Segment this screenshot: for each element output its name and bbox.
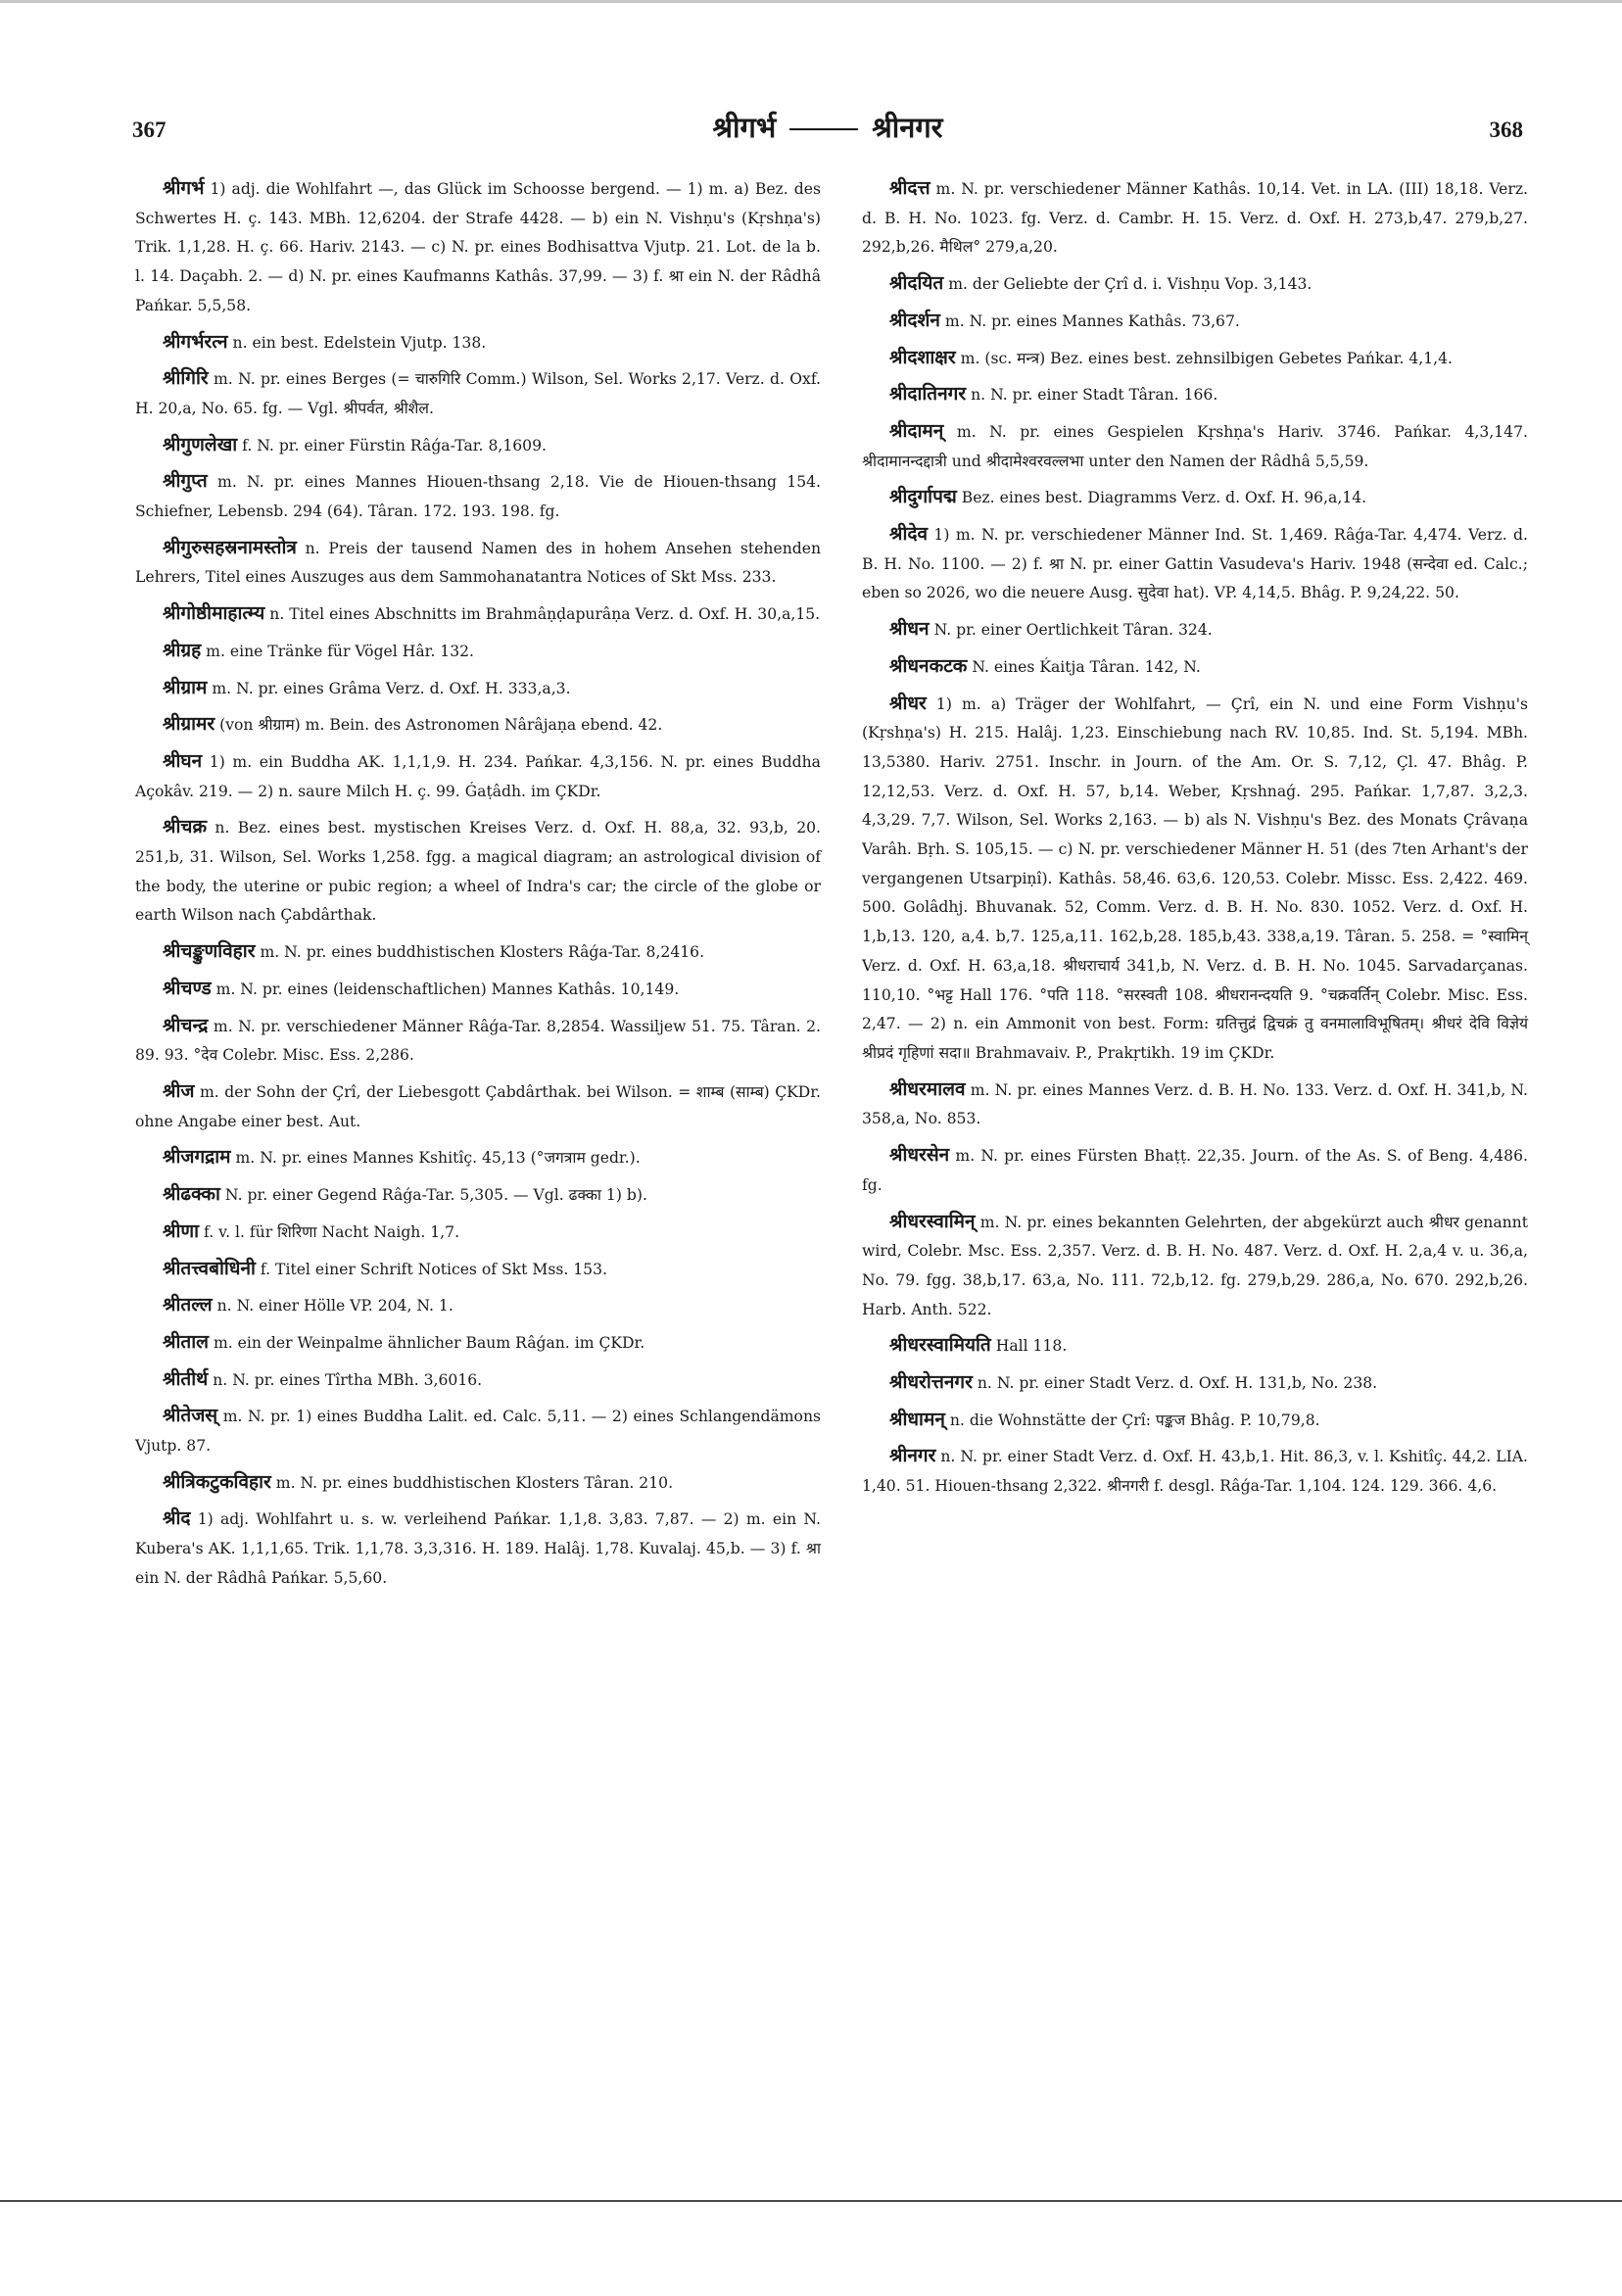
dictionary-entry — [862, 380, 1528, 410]
entry-headword: श्रीधनकटक — [889, 654, 968, 677]
dictionary-entry — [135, 1505, 821, 1593]
entry-definition: m. N. pr. eines buddhistischen Klosters Râǵa-Tar. 8,2416. — [260, 943, 705, 962]
entry-definition: m. N. pr. eines (leidenschaftlichen) Mannes Kathâs. 10,149. — [215, 980, 680, 998]
entry-definition: Bez. eines best. Diagramms Verz. d. Oxf. H. 96,a,14. — [961, 489, 1367, 507]
entry-definition: n. Bez. eines best. mystischen Kreises Verz. d. Oxf. H. 88,a, 32. 93,b, 20. 251,b, 31. Wilson, Sel. Works 1,258. fgg. a magical diagram; an astrological division of the body, the uterine or pubic region; a wheel of Indra's car; the circle of the globe or earth Wilson nach Çabdârthak. — [135, 819, 821, 925]
entry-headword: श्रीग्रामर — [163, 713, 215, 736]
entry-definition: 1) adj. Wohlfahrt u. s. w. verleihend Pańkar. 1,1,8. 3,83. 7,87. — 2) m. ein N. Kubera's AK. 1,1,1,65. Trik. 1,1,78. 3,3,316. H. 189. Halâj. 1,78. Kuvalaj. 45,b. — 3) f. श्रा ein N. der Râdhâ Pańkar. 5,5,60. — [135, 1510, 821, 1587]
entry-definition: n. N. pr. eines Tîrtha MBh. 3,6016. — [213, 1370, 483, 1389]
dictionary-entry — [862, 615, 1528, 646]
entry-definition: m. N. pr. verschiedener Männer Râǵa-Tar. 8,2854. Wassiljew 51. 75. Târan. 2. 89. 93. °देव Colebr. Misc. Ess. 2,286. — [135, 1017, 821, 1065]
entry-headword: श्रीधामन् — [889, 1408, 945, 1430]
dictionary-entry — [135, 674, 821, 704]
entry-headword: श्रीघन — [163, 749, 203, 772]
entry-headword: श्रीगर्भरत्न — [163, 330, 228, 353]
dictionary-entry — [135, 937, 821, 968]
dictionary-entry — [135, 599, 821, 630]
entry-headword: श्रीचन्द्र — [163, 1014, 209, 1036]
entry-headword: श्रीदुर्गापद्म — [889, 486, 957, 508]
entry-headword: श्रीधर — [889, 692, 927, 714]
dictionary-entry — [862, 1331, 1528, 1362]
dictionary-entry — [135, 1365, 821, 1396]
entry-headword: श्रीणा — [163, 1220, 200, 1242]
dictionary-entry — [135, 1012, 821, 1071]
entry-headword: श्रीतीर्थ — [163, 1367, 209, 1390]
entry-headword: श्रीधरस्वामियति — [889, 1334, 991, 1357]
top-rule — [0, 0, 1622, 14]
entry-definition: n. Preis der tausend Namen des in hohem Ansehen stehenden Lehrers, Titel eines Auszuges aus dem Sammohanatantra Notices of Skt Mss. 233. — [135, 539, 821, 587]
dictionary-entry — [135, 1402, 821, 1460]
running-title-start: श्रीगर्भ — [712, 111, 777, 144]
entry-definition: n. N. pr. einer Stadt Verz. d. Oxf. H. 43,b,1. Hit. 86,3, v. l. Kshitîç. 44,2. LIA. 1,40. 51. Hiouen-thsang 2,322. श्रीनगरी f. desgl. Râǵa-Tar. 1,104. 124. 129. 366. 4,6. — [862, 1448, 1528, 1496]
dictionary-entry — [862, 1141, 1528, 1200]
dictionary-entry — [135, 431, 821, 461]
entry-definition: N. eines Ḱaitja Târan. 142, N. — [972, 657, 1201, 676]
entry-definition: n. N. pr. einer Stadt Târan. 166. — [971, 386, 1218, 405]
entry-headword: श्रीदेव — [889, 523, 929, 546]
dictionary-entry — [862, 344, 1528, 374]
entry-headword: श्रीचङ्कुणविहार — [163, 940, 256, 963]
dictionary-entry — [862, 1368, 1528, 1399]
running-title-end: श्रीनगर — [872, 111, 943, 144]
entry-headword: श्रीग्राम — [163, 676, 208, 698]
entry-headword: श्रीजगद्राम — [163, 1146, 231, 1169]
dictionary-entry — [135, 364, 821, 423]
entry-definition: 1) m. ein Buddha AK. 1,1,1,9. H. 234. Pańkar. 4,3,156. N. pr. eines Buddha Açokâv. 219. — 2) n. saure Milch H. ç. 99. Ǵaṭâdh. im ÇKDr. — [135, 752, 821, 800]
entry-headword: श्रीदातिनगर — [889, 383, 967, 406]
dictionary-entry — [862, 1442, 1528, 1501]
dictionary-entry — [135, 637, 821, 667]
entry-headword: श्रीढक्का — [163, 1183, 220, 1206]
dictionary-entry — [135, 328, 821, 359]
entry-definition: f. v. l. für शिरिणा Nacht Naigh. 1,7. — [204, 1222, 460, 1241]
entry-definition: 1) m. a) Träger der Wohlfahrt, — Çrî, ein N. und eine Form Vishṇu's (Kṛshṇa's) H. 215. Halâj. 1,23. Einschiebung nach RV. 10,85. Ind. St. 5,194. MBh. 13,5380. Hariv. 2751. Inschr. in Journ. of the Am. Or. S. 7,12, Çl. 47. Bhâg. P. 12,12,53. Verz. d. Oxf. H. 57, b,14. Weber, Kṛshnaǵ. 295. Pańkar. 1,7,87. 3,2,3. 4,3,29. 7,7. Wilson, Sel. Works 2,163. — b) als N. Vishṇu's Bez. des Monats Çrâvaṇa Varâh. Bṛh. S. 105,15. — c) N. pr. verschiedener Männer H. 51 (des 7ten Arhant's der vergangenen Utsarpiṇî). Kathâs. 58,46. 63,6. 120,53. Colebr. Missc. Ess. 2,422. 469. 500. Golâdhj. Bhuvanak. 52, Comm. Verz. d. B. H. No. 830. 1052. Verz. d. Oxf. H. 1,b,13. 120, a,4. b,7. 125,a,11. 162,b,28. 185,b,43. 338,a,19. Târan. 5. 258. = °स्वामिन् Verz. d. Oxf. H. 63,a,18. श्रीधराचार्य 341,b, N. Verz. d. B. H. No. 1045. Sarvadarçanas. 110,10. °भट्ट Hall 176. °पति 118. °सरस्वती 108. श्रीधरानन्दयति 9. °चक्रवर्तिन् Colebr. Misc. Ess. 2,47. — 2) n. ein Ammonit von best. Form: ग्रतित्तुद्रं द्विचक्रं तु वनमालाविभूषितम्। श्रीधरं देवि विज्ञेयं श्रीप्रदं गृहिणां सदा॥ Brahmavaiv. P., Prakṛtikh. 19 im ÇKDr. — [862, 694, 1528, 1062]
dictionary-entry — [862, 1406, 1528, 1436]
entry-definition: m. N. pr. eines Mannes Verz. d. B. H. No. 133. Verz. d. Oxf. H. 341,b, N. 358,a, No. 853. — [862, 1080, 1528, 1128]
entry-definition: m. N. pr. eines Grâma Verz. d. Oxf. H. 333,a,3. — [212, 679, 571, 697]
dictionary-entry — [862, 269, 1528, 300]
entry-headword: श्रीगुरुसहस्रनामस्तोत्र — [163, 536, 297, 558]
entry-definition: m. N. pr. 1) eines Buddha Lalit. ed. Calc. 5,11. — 2) eines Schlangendämons Vjutp. 87. — [135, 1408, 821, 1456]
entry-headword: श्रीद — [163, 1507, 191, 1530]
dictionary-entry — [135, 1291, 821, 1321]
dictionary-entry — [862, 307, 1528, 337]
entry-headword: श्रीधरमालव — [889, 1077, 966, 1100]
entry-definition: m. (sc. मन्त्र) Bez. eines best. zehnsilbigen Gebetes Pańkar. 4,1,4. — [960, 349, 1454, 367]
dictionary-entry — [135, 710, 821, 741]
dictionary-entry — [135, 1468, 821, 1499]
entry-definition: n. die Wohnstätte der Çrî: पङ्कज Bhâg. P. 10,79,8. — [949, 1411, 1320, 1429]
dictionary-entry — [862, 174, 1528, 263]
dictionary-entry — [862, 483, 1528, 513]
entry-headword: श्रीग्रह — [163, 639, 202, 661]
dictionary-entry — [135, 1180, 821, 1211]
entry-definition: m. N. pr. eines Mannes Kathâs. 73,67. — [944, 311, 1240, 330]
dictionary-entry — [135, 534, 821, 593]
entry-headword: श्रीदत्त — [889, 177, 930, 199]
entry-headword: श्रीदयित — [889, 272, 944, 295]
dictionary-entry — [135, 467, 821, 526]
entry-headword: श्रीगिरि — [163, 367, 209, 390]
dictionary-entry — [862, 417, 1528, 476]
entry-headword: श्रीदशाक्षर — [889, 346, 956, 368]
entry-definition: 1) m. N. pr. verschiedener Männer Ind. St. 1,469. Râǵa-Tar. 4,474. Verz. d. B. H. No. 1100. — 2) f. श्रा N. pr. einer Gattin Vasudeva's Hariv. 1948 (सन्देवा ed. Calc.; eben so 2026, wo die neuere Ausg. सुदेवा hat). VP. 4,14,5. Bhâg. P. 9,24,22. 50. — [862, 526, 1528, 602]
entry-definition: f. N. pr. einer Fürstin Râǵa-Tar. 8,1609. — [242, 436, 547, 454]
dictionary-entry — [862, 520, 1528, 608]
title-dash — [789, 128, 858, 130]
entry-definition: Hall 118. — [995, 1337, 1068, 1356]
entry-definition: N. pr. einer Gegend Râǵa-Tar. 5,305. — Vgl. ढक्का 1) b). — [224, 1186, 647, 1205]
entry-headword: श्रीगर्भ — [163, 177, 205, 199]
dictionary-entry — [862, 1076, 1528, 1134]
entry-headword: श्रीदर्शन — [889, 309, 940, 331]
entry-definition: m. der Sohn der Çrî, der Liebesgott Çabdârthak. bei Wilson. = शाम्ब (साम्ब) ÇKDr. ohne Angabe einer best. Aut. — [135, 1082, 821, 1130]
entry-headword: श्रीज — [163, 1079, 195, 1102]
page-header — [132, 108, 1523, 155]
dictionary-entry — [135, 1077, 821, 1136]
dictionary-entry — [135, 975, 821, 1005]
right-column — [862, 174, 1528, 1508]
entry-headword: श्रीधरसेन — [889, 1144, 950, 1167]
page-number-right: 368 — [1489, 118, 1523, 142]
entry-headword: श्रीदामन् — [889, 419, 944, 442]
entry-headword: श्रीधरस्वामिन् — [889, 1210, 976, 1232]
entry-definition: m. N. pr. eines Gespielen Kṛshṇa's Hariv. 3746. Pańkar. 4,3,147. श्रीदामानन्दद्दात्री und श्रीदामेश्वरवल्लभा unter den Namen der Râdhâ 5,5,59. — [862, 422, 1528, 470]
entry-headword: श्रीगुणलेखा — [163, 433, 238, 455]
entry-headword: श्रीगुप्त — [163, 470, 208, 493]
dictionary-entry — [135, 174, 821, 321]
running-title — [132, 108, 1523, 146]
dictionary-entry — [135, 1328, 821, 1359]
entry-definition: m. der Geliebte der Çrî d. i. Vishṇu Vop. 3,143. — [948, 275, 1312, 294]
entry-definition: n. N. pr. einer Stadt Verz. d. Oxf. H. 131,b, No. 238. — [977, 1374, 1378, 1393]
entry-headword: श्रीचण्ड — [163, 977, 212, 999]
dictionary-entry — [135, 1143, 821, 1173]
dictionary-entry — [135, 1255, 821, 1285]
dictionary-entry — [862, 690, 1528, 1069]
dictionary-entry — [135, 1218, 821, 1248]
entry-definition: m. N. pr. eines buddhistischen Klosters Târan. 210. — [275, 1473, 674, 1492]
entry-headword: श्रीधन — [889, 618, 930, 641]
entry-headword: श्रीतल्ल — [163, 1294, 213, 1316]
dictionary-entry — [862, 1208, 1528, 1325]
entry-definition: m. N. pr. verschiedener Männer Kathâs. 10,14. Vet. in LA. (III) 18,18. Verz. d. B. H. No. 1023. fg. Verz. d. Cambr. H. 15. Verz. d. Oxf. H. 273,b,47. 279,b,27. 292,b,26. मैथिल° 279,a,20. — [862, 180, 1529, 257]
entry-headword: श्रीत्रिकटुकविहार — [163, 1470, 271, 1493]
entry-definition: m. N. pr. eines Mannes Hiouen-thsang 2,18. Vie de Hiouen-thsang 154. Schiefner, Lebensb. 294 (64). Târan. 172. 193. 198. fg. — [135, 473, 822, 521]
entry-definition: m. N. pr. eines Fürsten Bhaṭṭ. 22,35. Journ. of the As. S. of Beng. 4,486. fg. — [862, 1147, 1528, 1194]
entry-headword: श्रीचक्र — [163, 816, 208, 838]
entry-definition: m. N. pr. eines Berges (= चारुगिरि Comm.) Wilson, Sel. Works 2,17. Verz. d. Oxf. H. 20,a, No. 65. fg. — Vgl. श्रीपर्वत, श्रीशैल. — [135, 370, 821, 417]
entry-definition: (von श्रीग्राम) m. Bein. des Astronomen Nârâjaṇa ebend. 42. — [219, 716, 663, 735]
entry-headword: श्रीधरोत्तनगर — [889, 1371, 973, 1394]
entry-definition: n. ein best. Edelstein Vjutp. 138. — [232, 333, 487, 352]
entry-definition: m. N. pr. eines bekannten Gelehrten, der abgekürzt auch श्रीधर genannt wird, Colebr. Msc. Ess. 2,357. Verz. d. B. H. No. 487. Verz. d. Oxf. H. 2,a,4 v. u. 36,a, No. 79. fgg. 38,b,17. 63,a, No. 111. 72,b,12. fg. 279,b,29. 286,a, No. 670. 292,b,26. Harb. Anth. 522. — [862, 1213, 1528, 1318]
entry-headword: श्रीगोष्ठीमाहात्म्य — [163, 602, 265, 625]
entry-definition: n. Titel eines Abschnitts im Brahmâṇḍapurâṇa Verz. d. Oxf. H. 30,a,15. — [269, 605, 821, 624]
entry-definition: m. ein der Weinpalme ähnlicher Baum Râǵan. im ÇKDr. — [213, 1333, 645, 1352]
entry-definition: m. N. pr. eines Mannes Kshitîç. 45,13 (°जगत्राम gedr.). — [235, 1149, 641, 1168]
dictionary-entry — [862, 652, 1528, 683]
entry-headword: श्रीनगर — [889, 1445, 936, 1467]
entry-headword: श्रीताल — [163, 1330, 210, 1353]
entry-headword: श्रीतेजस् — [163, 1405, 218, 1427]
page-number-left: 367 — [132, 118, 167, 142]
left-column — [135, 174, 821, 1601]
dictionary-entry — [135, 747, 821, 806]
entry-definition: m. eine Tränke für Vögel Hâr. 132. — [206, 642, 474, 660]
entry-headword: श्रीतत्त्वबोधिनी — [163, 1257, 256, 1279]
entry-definition: f. Titel einer Schrift Notices of Skt Mss. 153. — [260, 1260, 607, 1278]
entry-definition: n. N. einer Hölle VP. 204, N. 1. — [216, 1297, 453, 1315]
bottom-rule — [0, 2200, 1622, 2202]
entry-definition: N. pr. einer Oertlichkeit Târan. 324. — [933, 621, 1213, 640]
entry-definition: 1) adj. die Wohlfahrt —, das Glück im Schoosse bergend. — 1) m. a) Bez. des Schwertes H. ç. 143. MBh. 12,6204. der Strafe 4428. — b) ein N. Vishṇu's (Kṛshṇa's) Trik. 1,1,28. H. ç. 66. Hariv. 2143. — c) N. pr. eines Bodhisattva Vjutp. 21. Lot. de la b. l. 14. Daçabh. 2. — d) N. pr. eines Kaufmanns Kathâs. 37,99. — 3) f. श्रा ein N. der Râdhâ Pańkar. 5,5,58. — [135, 180, 821, 314]
dictionary-entry — [135, 813, 821, 931]
